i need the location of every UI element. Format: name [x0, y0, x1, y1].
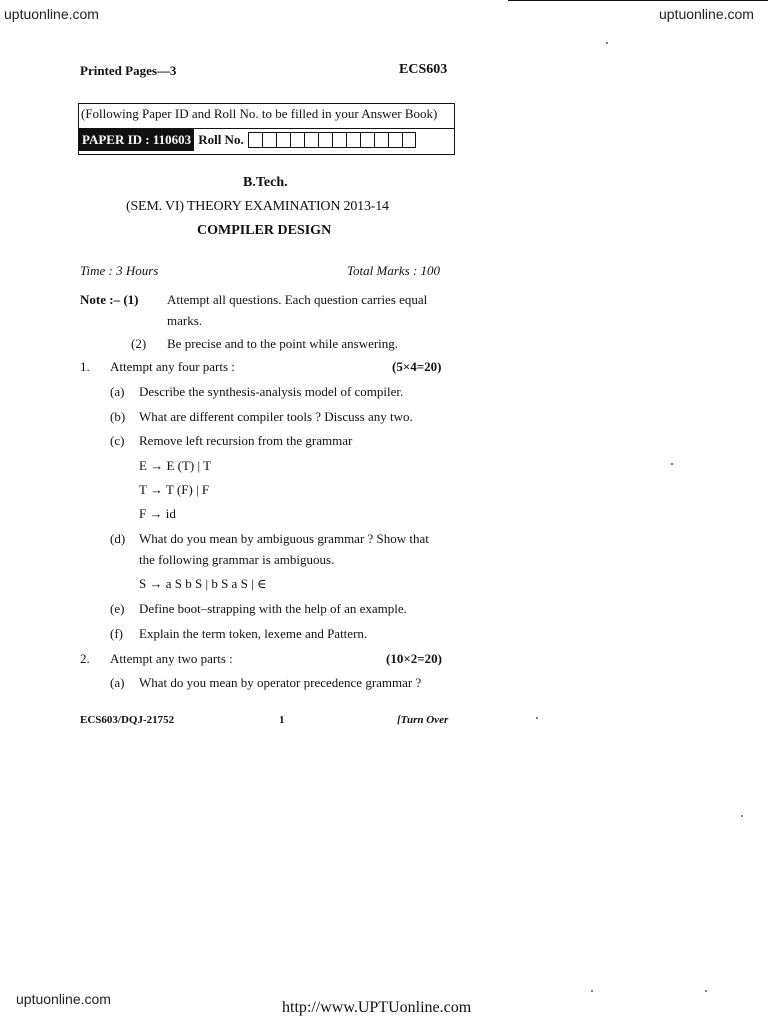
roll-cell — [248, 132, 262, 148]
note-label-text: Note :– (1) — [80, 292, 139, 307]
total-marks: Total Marks : 100 — [347, 263, 441, 278]
q1-instruction: Attempt any four parts : — [110, 359, 235, 374]
roll-no-cells — [248, 132, 416, 148]
q2a-text: What do you mean by operator precedence grammar ? — [139, 675, 422, 690]
note-2-text: Be precise and to the point while answering. — [167, 336, 399, 351]
q1e-label: (e) — [110, 601, 125, 616]
note-label — [80, 292, 138, 308]
q1d-line1: What do you mean by ambiguous grammar ? Show that — [139, 531, 429, 546]
roll-cell — [262, 132, 276, 148]
note-2-number: (2) — [131, 336, 147, 351]
exam-title: (SEM. VI) THEORY EXAMINATION 2013-14 — [126, 199, 389, 214]
q2-instruction: Attempt any two parts : — [110, 651, 233, 666]
watermark-bottom-url: http://www.UPTUonline.com — [282, 999, 472, 1016]
roll-cell — [360, 132, 374, 148]
q1c-label: (c) — [110, 433, 125, 448]
watermark-bottom-left: uptuonline.com — [16, 991, 111, 1007]
roll-cell — [346, 132, 360, 148]
q1d-label: (d) — [110, 531, 126, 546]
roll-cell — [276, 132, 290, 148]
q1c-grammar-3: F → id — [139, 506, 176, 521]
scan-speck — [591, 990, 593, 992]
q1-marks: (5×4=20) — [392, 359, 442, 374]
q1c-text: Remove left recursion from the grammar — [139, 433, 353, 448]
degree-title: B.Tech. — [243, 175, 288, 190]
paper-id-box — [78, 103, 455, 155]
q2a-label: (a) — [110, 675, 125, 690]
q1d-line2: the following grammar is ambiguous. — [139, 552, 335, 567]
roll-cell — [332, 132, 346, 148]
printed-pages: Printed Pages—3 — [80, 63, 177, 78]
time-label: Time : 3 Hours — [80, 263, 159, 278]
q1b-label: (b) — [110, 409, 126, 424]
q1f-label: (f) — [110, 626, 123, 641]
scan-speck — [606, 42, 608, 44]
paper-code: ECS603 — [399, 62, 448, 77]
roll-cell — [374, 132, 388, 148]
note-1-line1: Attempt all questions. Each question carries equal — [167, 292, 428, 307]
note-1-line2: marks. — [167, 313, 203, 328]
q2-marks: (10×2=20) — [386, 651, 442, 666]
footer-turn-over: [Turn Over — [397, 714, 449, 726]
watermark-top-right: uptuonline.com — [659, 6, 754, 22]
q1f-text: Explain the term token, lexeme and Pattern. — [139, 626, 368, 641]
scan-speck — [536, 717, 538, 719]
roll-cell — [402, 132, 416, 148]
roll-cell — [304, 132, 318, 148]
paper-id-label: PAPER ID : 110603 — [79, 129, 194, 151]
roll-cell — [388, 132, 402, 148]
scan-speck — [705, 990, 707, 992]
roll-no-label: Roll No. — [198, 132, 244, 147]
footer-page-number: 1 — [279, 714, 285, 726]
subject-title: COMPILER DESIGN — [197, 223, 332, 238]
id-instruction: (Following Paper ID and Roll No. to be filled in your Answer Book) — [81, 106, 438, 121]
roll-cell — [318, 132, 332, 148]
q1a-label: (a) — [110, 384, 125, 399]
q1c-grammar-2: T → T (F) | F — [139, 482, 210, 497]
q2-number: 2. — [80, 651, 90, 666]
q1b-text: What are different compiler tools ? Discuss any two. — [139, 409, 413, 424]
q1c-grammar-1: E → E (T) | T — [139, 458, 212, 473]
top-edge-line — [508, 0, 768, 1]
q1e-text: Define boot–strapping with the help of an example. — [139, 601, 407, 616]
q1-number: 1. — [80, 359, 90, 374]
roll-cell — [290, 132, 304, 148]
footer-code: ECS603/DQJ-21752 — [80, 714, 175, 726]
paper-id-row — [79, 128, 454, 151]
scan-speck — [741, 815, 743, 817]
scan-speck — [671, 463, 673, 465]
q1d-grammar: S → a S b S | b S a S | ∈ — [139, 576, 267, 591]
watermark-top-left: uptuonline.com — [4, 6, 99, 22]
q1a-text: Describe the synthesis-analysis model of compiler. — [139, 384, 404, 399]
